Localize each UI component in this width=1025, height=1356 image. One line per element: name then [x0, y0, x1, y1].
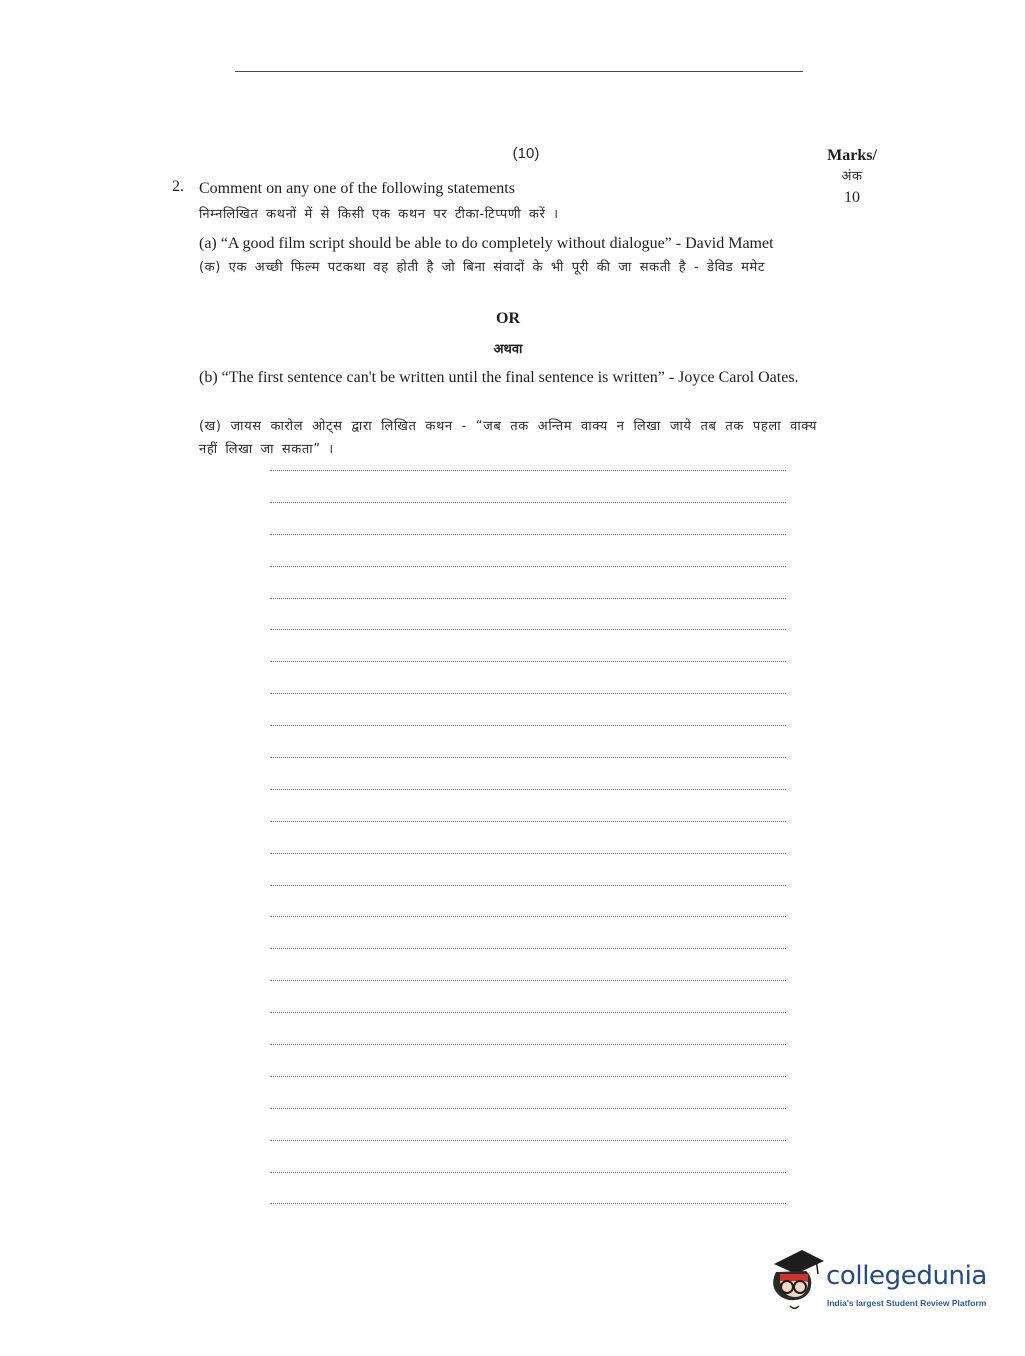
answer-line	[270, 661, 786, 662]
logo-tagline: India's largest Student Review Platform	[827, 1298, 987, 1308]
or-separator-hindi: अथवा	[493, 342, 523, 357]
question-prompt-hindi: निम्नलिखित कथनों में से किसी एक कथन पर टीका-टिप्पणी करें ।	[199, 207, 559, 222]
answer-line	[270, 534, 786, 535]
marks-label: Marks/	[827, 147, 877, 164]
answer-line	[270, 885, 786, 886]
question-prompt: Comment on any one of the following statements	[199, 180, 515, 197]
answer-line	[270, 757, 786, 758]
answer-line	[270, 821, 786, 822]
answer-line	[270, 1076, 786, 1077]
answer-line	[270, 598, 786, 599]
answer-line	[270, 980, 786, 981]
logo-brand-text: collegedunia	[826, 1261, 987, 1291]
or-separator: OR	[496, 310, 520, 327]
mascot-icon	[766, 1250, 828, 1316]
question-number: 2.	[172, 178, 184, 195]
option-b: (b) “The first sentence can't be written until the final sentence is written” - Joyce Carol Oates.	[199, 369, 799, 386]
marks-column	[812, 145, 892, 208]
page-number: (10)	[512, 145, 540, 162]
answer-line	[270, 1203, 786, 1204]
answer-line	[270, 1012, 786, 1013]
answer-line	[270, 566, 786, 567]
answer-line	[270, 1044, 786, 1045]
marks-value: 10	[844, 189, 860, 206]
answer-line	[270, 725, 786, 726]
option-b-hindi: (ख) जायस कारोल ओट्स द्वारा लिखित कथन - “जब तक अन्तिम वाक्य न लिखा जाये तब तक पहला वाक्य नहीं लिखा जा सकता” ।	[199, 419, 817, 457]
collegedunia-logo	[766, 1250, 992, 1320]
answer-line	[270, 916, 786, 917]
top-border-line	[235, 71, 803, 72]
answer-line	[270, 470, 786, 471]
answer-line	[270, 1172, 786, 1173]
answer-lines	[270, 470, 786, 1235]
answer-line	[270, 693, 786, 694]
marks-label-hindi: अंक	[841, 169, 863, 184]
answer-line	[270, 853, 786, 854]
answer-line	[270, 789, 786, 790]
answer-line	[270, 629, 786, 630]
option-a-hindi: (क) एक अच्छी फिल्म पटकथा वह होती है जो बिना संवादों के भी पूरी की जा सकती है - डेविड ममेट	[199, 260, 765, 275]
answer-line	[270, 502, 786, 503]
answer-line	[270, 948, 786, 949]
option-a: (a) “A good film script should be able to do completely without dialogue” - David Mamet	[199, 235, 774, 252]
answer-line	[270, 1140, 786, 1141]
answer-line	[270, 1108, 786, 1109]
